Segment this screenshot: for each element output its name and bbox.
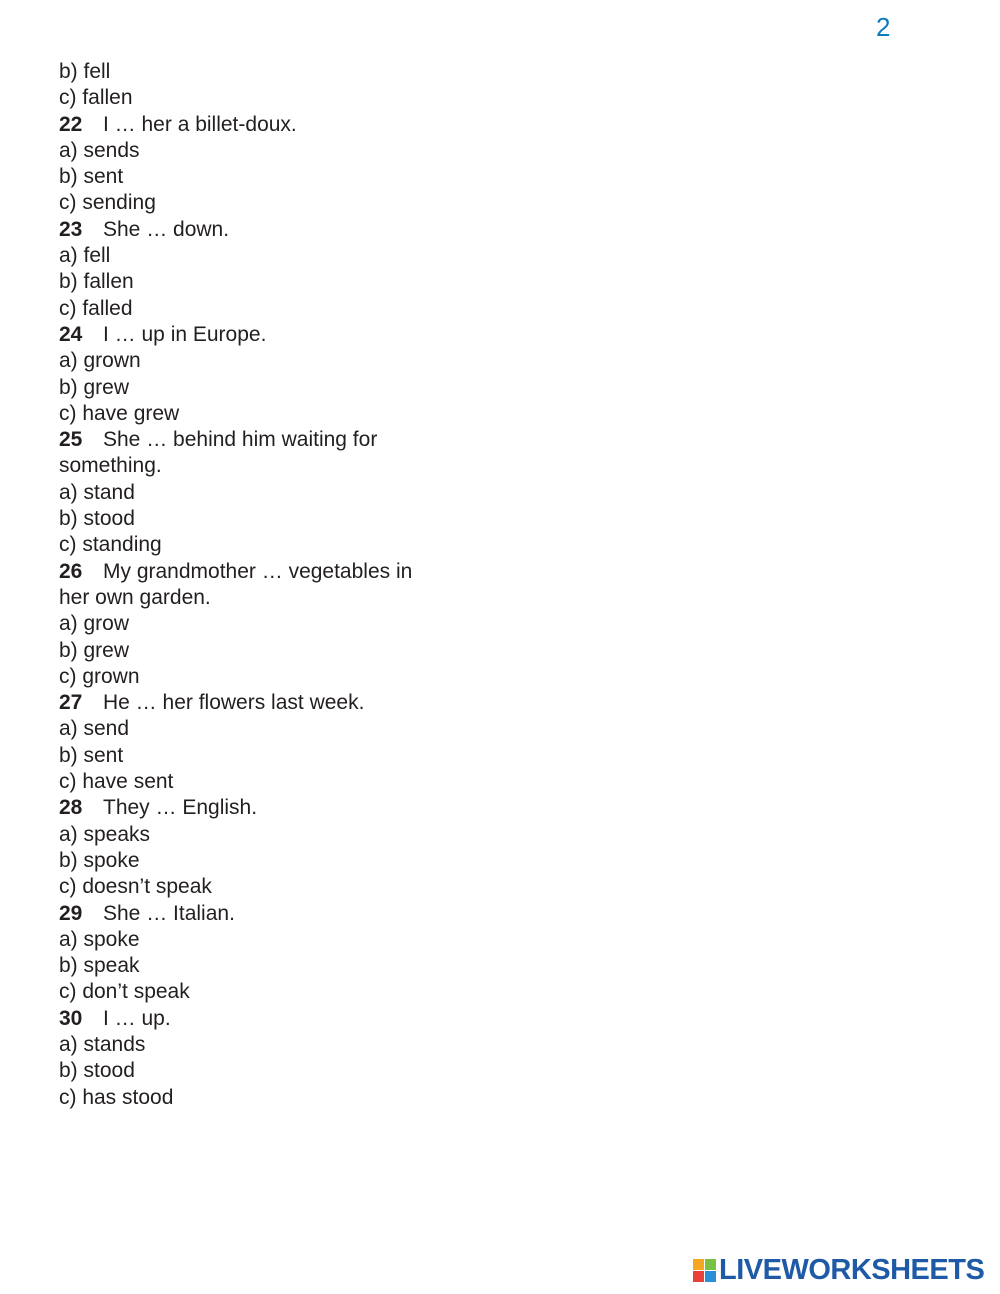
answer-option: a) speaks <box>59 822 151 846</box>
question-text-continued: something. <box>59 454 162 478</box>
question-25 <box>59 427 459 453</box>
answer-option: a) stand <box>59 480 135 504</box>
answer-option: a) spoke <box>59 927 140 951</box>
question-text: They … English. <box>103 796 258 820</box>
answer-option: b) speak <box>59 954 140 978</box>
answer-option: c) standing <box>59 533 162 557</box>
logo-mark-square <box>693 1259 704 1270</box>
answer-option: b) fallen <box>59 270 134 294</box>
question-27 <box>59 690 459 716</box>
answer-option: c) have sent <box>59 770 174 794</box>
answer-option: b) grew <box>59 375 130 399</box>
question-number: 29 <box>59 901 83 925</box>
question-text: I … up in Europe. <box>103 322 267 346</box>
question-text: I … her a billet-doux. <box>103 112 297 136</box>
answer-option: b) spoke <box>59 848 140 872</box>
question-number: 28 <box>59 796 83 820</box>
question-number: 27 <box>59 691 83 715</box>
question-text-continued: her own garden. <box>59 585 211 609</box>
liveworksheets-logo <box>693 1254 984 1286</box>
answer-option: c) fallen <box>59 86 133 110</box>
question-number: 23 <box>59 217 83 241</box>
question-28 <box>59 795 459 821</box>
question-text: He … her flowers last week. <box>103 691 365 715</box>
answer-option: a) grow <box>59 612 130 636</box>
answer-option: c) falled <box>59 296 133 320</box>
question-22 <box>59 112 459 138</box>
logo-mark-square <box>705 1259 716 1270</box>
question-text: My grandmother … vegetables in <box>103 559 413 583</box>
answer-option: c) has stood <box>59 1085 174 1109</box>
question-text: She … Italian. <box>103 901 235 925</box>
answer-option: b) stood <box>59 507 135 531</box>
answer-option: c) doesn’t speak <box>59 875 212 899</box>
answer-option: b) grew <box>59 638 130 662</box>
answer-option: c) grown <box>59 664 140 688</box>
question-29 <box>59 901 459 927</box>
answer-option: b) stood <box>59 1059 135 1083</box>
question-number: 30 <box>59 1006 83 1030</box>
answer-option: c) have grew <box>59 401 180 425</box>
page-number: 2 <box>876 12 891 42</box>
answer-option: a) sends <box>59 138 140 162</box>
answer-option: b) sent <box>59 165 124 189</box>
logo-mark-square <box>693 1271 704 1282</box>
question-24 <box>59 322 459 348</box>
answer-option: c) don’t speak <box>59 980 190 1004</box>
answer-option: b) fell <box>59 60 111 83</box>
question-26 <box>59 559 459 585</box>
worksheet-content <box>59 59 459 1111</box>
answer-option: c) sending <box>59 191 156 215</box>
answer-option: b) sent <box>59 743 124 767</box>
answer-option: a) grown <box>59 349 141 373</box>
answer-option: a) fell <box>59 244 111 268</box>
logo-text: LIVEWORKSHEETS <box>719 1253 985 1286</box>
question-23 <box>59 217 459 243</box>
question-text: She … behind him waiting for <box>103 428 378 452</box>
answer-option: a) stands <box>59 1032 146 1056</box>
question-30 <box>59 1006 459 1032</box>
question-text: She … down. <box>103 217 230 241</box>
question-text: I … up. <box>103 1006 171 1030</box>
logo-mark-square <box>705 1271 716 1282</box>
question-number: 22 <box>59 112 83 136</box>
answer-option: a) send <box>59 717 130 741</box>
question-number: 24 <box>59 322 83 346</box>
question-number: 25 <box>59 428 83 452</box>
question-number: 26 <box>59 559 83 583</box>
liveworksheets-logo-icon <box>693 1259 716 1282</box>
